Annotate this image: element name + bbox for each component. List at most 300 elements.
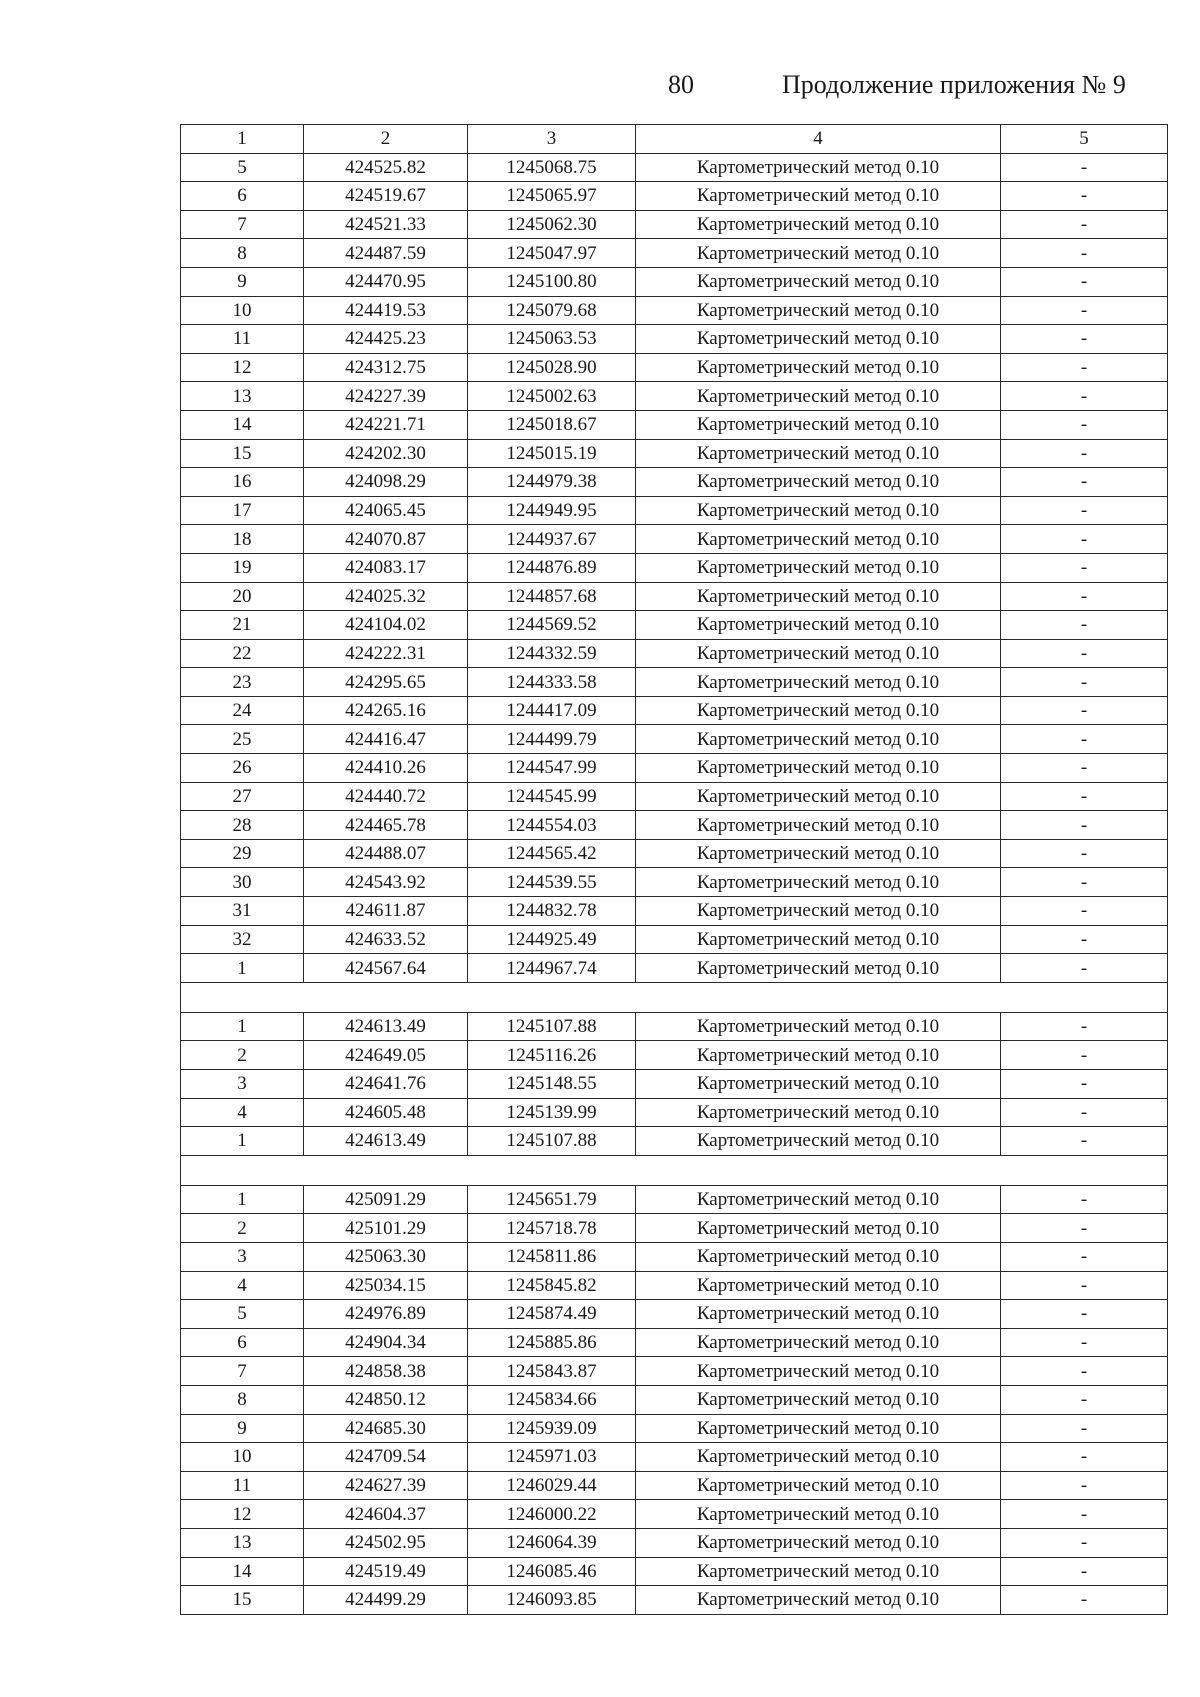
point-number-cell: 16 bbox=[181, 468, 304, 497]
point-number-cell: 7 bbox=[181, 1357, 304, 1386]
table-row bbox=[181, 582, 1168, 611]
x-coordinate-cell: 424649.05 bbox=[304, 1041, 468, 1070]
y-coordinate-cell: 1245100.80 bbox=[468, 267, 636, 296]
y-coordinate-cell: 1245718.78 bbox=[468, 1214, 636, 1243]
table-row bbox=[181, 496, 1168, 525]
method-cell: Картометрический метод 0.10 bbox=[636, 239, 1001, 268]
note-cell: - bbox=[1001, 296, 1168, 325]
y-coordinate-cell: 1244925.49 bbox=[468, 925, 636, 954]
note-cell: - bbox=[1001, 754, 1168, 783]
method-cell: Картометрический метод 0.10 bbox=[636, 1041, 1001, 1070]
note-cell: - bbox=[1001, 1328, 1168, 1357]
x-coordinate-cell: 424543.92 bbox=[304, 868, 468, 897]
table-row bbox=[181, 1443, 1168, 1472]
method-cell: Картометрический метод 0.10 bbox=[636, 439, 1001, 468]
note-cell: - bbox=[1001, 210, 1168, 239]
y-coordinate-cell: 1245068.75 bbox=[468, 153, 636, 182]
note-cell: - bbox=[1001, 668, 1168, 697]
y-coordinate-cell: 1244499.79 bbox=[468, 725, 636, 754]
point-number-cell: 7 bbox=[181, 210, 304, 239]
point-number-cell: 21 bbox=[181, 611, 304, 640]
table-row bbox=[181, 611, 1168, 640]
method-cell: Картометрический метод 0.10 bbox=[636, 1012, 1001, 1041]
column-header: 2 bbox=[304, 125, 468, 154]
method-cell: Картометрический метод 0.10 bbox=[636, 1471, 1001, 1500]
x-coordinate-cell: 424613.49 bbox=[304, 1012, 468, 1041]
x-coordinate-cell: 424976.89 bbox=[304, 1300, 468, 1329]
y-coordinate-cell: 1245939.09 bbox=[468, 1414, 636, 1443]
y-coordinate-cell: 1244857.68 bbox=[468, 582, 636, 611]
table-row bbox=[181, 1271, 1168, 1300]
note-cell: - bbox=[1001, 1012, 1168, 1041]
x-coordinate-cell: 424227.39 bbox=[304, 382, 468, 411]
table-row bbox=[181, 210, 1168, 239]
y-coordinate-cell: 1246064.39 bbox=[468, 1528, 636, 1557]
method-cell: Картометрический метод 0.10 bbox=[636, 410, 1001, 439]
note-cell: - bbox=[1001, 811, 1168, 840]
note-cell: - bbox=[1001, 496, 1168, 525]
y-coordinate-cell: 1245107.88 bbox=[468, 1127, 636, 1156]
point-number-cell: 4 bbox=[181, 1098, 304, 1127]
note-cell: - bbox=[1001, 1300, 1168, 1329]
note-cell: - bbox=[1001, 839, 1168, 868]
table-row bbox=[181, 382, 1168, 411]
point-number-cell: 12 bbox=[181, 1500, 304, 1529]
table-row bbox=[181, 1214, 1168, 1243]
method-cell: Картометрический метод 0.10 bbox=[636, 1185, 1001, 1214]
x-coordinate-cell: 424425.23 bbox=[304, 325, 468, 354]
note-cell: - bbox=[1001, 1528, 1168, 1557]
note-cell: - bbox=[1001, 1357, 1168, 1386]
table-row bbox=[181, 239, 1168, 268]
x-coordinate-cell: 424499.29 bbox=[304, 1586, 468, 1615]
note-cell: - bbox=[1001, 182, 1168, 211]
table-row bbox=[181, 668, 1168, 697]
point-number-cell: 22 bbox=[181, 639, 304, 668]
y-coordinate-cell: 1244949.95 bbox=[468, 496, 636, 525]
method-cell: Картометрический метод 0.10 bbox=[636, 839, 1001, 868]
method-cell: Картометрический метод 0.10 bbox=[636, 754, 1001, 783]
method-cell: Картометрический метод 0.10 bbox=[636, 725, 1001, 754]
note-cell: - bbox=[1001, 410, 1168, 439]
y-coordinate-cell: 1245651.79 bbox=[468, 1185, 636, 1214]
method-cell: Картометрический метод 0.10 bbox=[636, 1357, 1001, 1386]
x-coordinate-cell: 424858.38 bbox=[304, 1357, 468, 1386]
point-number-cell: 13 bbox=[181, 1528, 304, 1557]
x-coordinate-cell: 424416.47 bbox=[304, 725, 468, 754]
y-coordinate-cell: 1245148.55 bbox=[468, 1070, 636, 1099]
note-cell: - bbox=[1001, 1185, 1168, 1214]
method-cell: Картометрический метод 0.10 bbox=[636, 639, 1001, 668]
table-row bbox=[181, 153, 1168, 182]
point-number-cell: 8 bbox=[181, 1385, 304, 1414]
table-row bbox=[181, 725, 1168, 754]
y-coordinate-cell: 1244417.09 bbox=[468, 696, 636, 725]
note-cell: - bbox=[1001, 782, 1168, 811]
table-body bbox=[181, 153, 1168, 1614]
x-coordinate-cell: 424465.78 bbox=[304, 811, 468, 840]
method-cell: Картометрический метод 0.10 bbox=[636, 210, 1001, 239]
x-coordinate-cell: 424567.64 bbox=[304, 954, 468, 983]
table-row bbox=[181, 325, 1168, 354]
y-coordinate-cell: 1244539.55 bbox=[468, 868, 636, 897]
table-row bbox=[181, 1070, 1168, 1099]
method-cell: Картометрический метод 0.10 bbox=[636, 382, 1001, 411]
note-cell: - bbox=[1001, 1070, 1168, 1099]
note-cell: - bbox=[1001, 553, 1168, 582]
group-separator-row bbox=[181, 1155, 1168, 1185]
method-cell: Картометрический метод 0.10 bbox=[636, 1300, 1001, 1329]
table-row bbox=[181, 954, 1168, 983]
method-cell: Картометрический метод 0.10 bbox=[636, 1528, 1001, 1557]
x-coordinate-cell: 424904.34 bbox=[304, 1328, 468, 1357]
y-coordinate-cell: 1245028.90 bbox=[468, 353, 636, 382]
note-cell: - bbox=[1001, 439, 1168, 468]
x-coordinate-cell: 424083.17 bbox=[304, 553, 468, 582]
note-cell: - bbox=[1001, 1586, 1168, 1615]
method-cell: Картометрический метод 0.10 bbox=[636, 496, 1001, 525]
table-row bbox=[181, 1041, 1168, 1070]
method-cell: Картометрический метод 0.10 bbox=[636, 1586, 1001, 1615]
method-cell: Картометрический метод 0.10 bbox=[636, 1443, 1001, 1472]
point-number-cell: 14 bbox=[181, 410, 304, 439]
x-coordinate-cell: 424685.30 bbox=[304, 1414, 468, 1443]
point-number-cell: 32 bbox=[181, 925, 304, 954]
point-number-cell: 1 bbox=[181, 1185, 304, 1214]
note-cell: - bbox=[1001, 725, 1168, 754]
note-cell: - bbox=[1001, 525, 1168, 554]
note-cell: - bbox=[1001, 696, 1168, 725]
x-coordinate-cell: 424202.30 bbox=[304, 439, 468, 468]
x-coordinate-cell: 424470.95 bbox=[304, 267, 468, 296]
x-coordinate-cell: 424070.87 bbox=[304, 525, 468, 554]
column-header: 5 bbox=[1001, 125, 1168, 154]
table-row bbox=[181, 410, 1168, 439]
table-row bbox=[181, 1385, 1168, 1414]
x-coordinate-cell: 424221.71 bbox=[304, 410, 468, 439]
x-coordinate-cell: 425034.15 bbox=[304, 1271, 468, 1300]
y-coordinate-cell: 1245079.68 bbox=[468, 296, 636, 325]
x-coordinate-cell: 424065.45 bbox=[304, 496, 468, 525]
table-row bbox=[181, 839, 1168, 868]
point-number-cell: 30 bbox=[181, 868, 304, 897]
y-coordinate-cell: 1245107.88 bbox=[468, 1012, 636, 1041]
y-coordinate-cell: 1245834.66 bbox=[468, 1385, 636, 1414]
note-cell: - bbox=[1001, 1500, 1168, 1529]
y-coordinate-cell: 1245047.97 bbox=[468, 239, 636, 268]
point-number-cell: 5 bbox=[181, 153, 304, 182]
note-cell: - bbox=[1001, 868, 1168, 897]
method-cell: Картометрический метод 0.10 bbox=[636, 1557, 1001, 1586]
method-cell: Картометрический метод 0.10 bbox=[636, 897, 1001, 926]
y-coordinate-cell: 1244332.59 bbox=[468, 639, 636, 668]
x-coordinate-cell: 424025.32 bbox=[304, 582, 468, 611]
y-coordinate-cell: 1246093.85 bbox=[468, 1586, 636, 1615]
point-number-cell: 31 bbox=[181, 897, 304, 926]
point-number-cell: 20 bbox=[181, 582, 304, 611]
note-cell: - bbox=[1001, 611, 1168, 640]
x-coordinate-cell: 424488.07 bbox=[304, 839, 468, 868]
y-coordinate-cell: 1245885.86 bbox=[468, 1328, 636, 1357]
method-cell: Картометрический метод 0.10 bbox=[636, 668, 1001, 697]
note-cell: - bbox=[1001, 925, 1168, 954]
note-cell: - bbox=[1001, 639, 1168, 668]
table-row bbox=[181, 1328, 1168, 1357]
table-row bbox=[181, 1557, 1168, 1586]
table-row bbox=[181, 1185, 1168, 1214]
method-cell: Картометрический метод 0.10 bbox=[636, 582, 1001, 611]
point-number-cell: 10 bbox=[181, 296, 304, 325]
method-cell: Картометрический метод 0.10 bbox=[636, 153, 1001, 182]
table-row bbox=[181, 1242, 1168, 1271]
x-coordinate-cell: 424613.49 bbox=[304, 1127, 468, 1156]
x-coordinate-cell: 424487.59 bbox=[304, 239, 468, 268]
point-number-cell: 28 bbox=[181, 811, 304, 840]
x-coordinate-cell: 424605.48 bbox=[304, 1098, 468, 1127]
method-cell: Картометрический метод 0.10 bbox=[636, 1385, 1001, 1414]
point-number-cell: 1 bbox=[181, 954, 304, 983]
note-cell: - bbox=[1001, 582, 1168, 611]
method-cell: Картометрический метод 0.10 bbox=[636, 353, 1001, 382]
note-cell: - bbox=[1001, 1414, 1168, 1443]
point-number-cell: 2 bbox=[181, 1041, 304, 1070]
method-cell: Картометрический метод 0.10 bbox=[636, 1500, 1001, 1529]
x-coordinate-cell: 424850.12 bbox=[304, 1385, 468, 1414]
table-row bbox=[181, 1528, 1168, 1557]
y-coordinate-cell: 1245065.97 bbox=[468, 182, 636, 211]
point-number-cell: 5 bbox=[181, 1300, 304, 1329]
column-header: 4 bbox=[636, 125, 1001, 154]
y-coordinate-cell: 1245018.67 bbox=[468, 410, 636, 439]
point-number-cell: 23 bbox=[181, 668, 304, 697]
table-row bbox=[181, 296, 1168, 325]
y-coordinate-cell: 1245139.99 bbox=[468, 1098, 636, 1127]
x-coordinate-cell: 424104.02 bbox=[304, 611, 468, 640]
table-row bbox=[181, 925, 1168, 954]
y-coordinate-cell: 1246000.22 bbox=[468, 1500, 636, 1529]
note-cell: - bbox=[1001, 468, 1168, 497]
point-number-cell: 18 bbox=[181, 525, 304, 554]
method-cell: Картометрический метод 0.10 bbox=[636, 868, 1001, 897]
table-row bbox=[181, 353, 1168, 382]
note-cell: - bbox=[1001, 325, 1168, 354]
point-number-cell: 6 bbox=[181, 1328, 304, 1357]
note-cell: - bbox=[1001, 897, 1168, 926]
method-cell: Картометрический метод 0.10 bbox=[636, 325, 1001, 354]
method-cell: Картометрический метод 0.10 bbox=[636, 1214, 1001, 1243]
table-row bbox=[181, 868, 1168, 897]
x-coordinate-cell: 424295.65 bbox=[304, 668, 468, 697]
x-coordinate-cell: 424519.67 bbox=[304, 182, 468, 211]
method-cell: Картометрический метод 0.10 bbox=[636, 267, 1001, 296]
note-cell: - bbox=[1001, 1214, 1168, 1243]
y-coordinate-cell: 1246085.46 bbox=[468, 1557, 636, 1586]
point-number-cell: 1 bbox=[181, 1012, 304, 1041]
point-number-cell: 24 bbox=[181, 696, 304, 725]
method-cell: Картометрический метод 0.10 bbox=[636, 1271, 1001, 1300]
method-cell: Картометрический метод 0.10 bbox=[636, 296, 1001, 325]
point-number-cell: 1 bbox=[181, 1127, 304, 1156]
y-coordinate-cell: 1245015.19 bbox=[468, 439, 636, 468]
y-coordinate-cell: 1246029.44 bbox=[468, 1471, 636, 1500]
y-coordinate-cell: 1244545.99 bbox=[468, 782, 636, 811]
coordinates-table bbox=[180, 124, 1168, 1615]
table-row bbox=[181, 553, 1168, 582]
y-coordinate-cell: 1244565.42 bbox=[468, 839, 636, 868]
method-cell: Картометрический метод 0.10 bbox=[636, 182, 1001, 211]
x-coordinate-cell: 424502.95 bbox=[304, 1528, 468, 1557]
column-header: 3 bbox=[468, 125, 636, 154]
separator-cell bbox=[181, 982, 1168, 1012]
point-number-cell: 17 bbox=[181, 496, 304, 525]
y-coordinate-cell: 1245063.53 bbox=[468, 325, 636, 354]
note-cell: - bbox=[1001, 353, 1168, 382]
point-number-cell: 19 bbox=[181, 553, 304, 582]
point-number-cell: 15 bbox=[181, 1586, 304, 1615]
point-number-cell: 9 bbox=[181, 1414, 304, 1443]
y-coordinate-cell: 1244967.74 bbox=[468, 954, 636, 983]
point-number-cell: 10 bbox=[181, 1443, 304, 1472]
x-coordinate-cell: 425091.29 bbox=[304, 1185, 468, 1214]
y-coordinate-cell: 1245843.87 bbox=[468, 1357, 636, 1386]
table-row bbox=[181, 639, 1168, 668]
point-number-cell: 12 bbox=[181, 353, 304, 382]
method-cell: Картометрический метод 0.10 bbox=[636, 811, 1001, 840]
x-coordinate-cell: 424222.31 bbox=[304, 639, 468, 668]
y-coordinate-cell: 1244832.78 bbox=[468, 897, 636, 926]
x-coordinate-cell: 424098.29 bbox=[304, 468, 468, 497]
note-cell: - bbox=[1001, 153, 1168, 182]
x-coordinate-cell: 424641.76 bbox=[304, 1070, 468, 1099]
method-cell: Картометрический метод 0.10 bbox=[636, 611, 1001, 640]
point-number-cell: 25 bbox=[181, 725, 304, 754]
point-number-cell: 4 bbox=[181, 1271, 304, 1300]
note-cell: - bbox=[1001, 954, 1168, 983]
method-cell: Картометрический метод 0.10 bbox=[636, 1127, 1001, 1156]
y-coordinate-cell: 1244876.89 bbox=[468, 553, 636, 582]
note-cell: - bbox=[1001, 1271, 1168, 1300]
method-cell: Картометрический метод 0.10 bbox=[636, 1242, 1001, 1271]
table-row bbox=[181, 1586, 1168, 1615]
x-coordinate-cell: 424633.52 bbox=[304, 925, 468, 954]
table-row bbox=[181, 439, 1168, 468]
method-cell: Картометрический метод 0.10 bbox=[636, 525, 1001, 554]
point-number-cell: 3 bbox=[181, 1242, 304, 1271]
table-row bbox=[181, 1414, 1168, 1443]
note-cell: - bbox=[1001, 382, 1168, 411]
point-number-cell: 2 bbox=[181, 1214, 304, 1243]
separator-cell bbox=[181, 1155, 1168, 1185]
note-cell: - bbox=[1001, 1471, 1168, 1500]
x-coordinate-cell: 424312.75 bbox=[304, 353, 468, 382]
column-header: 1 bbox=[181, 125, 304, 154]
method-cell: Картометрический метод 0.10 bbox=[636, 954, 1001, 983]
note-cell: - bbox=[1001, 1041, 1168, 1070]
table-row bbox=[181, 525, 1168, 554]
method-cell: Картометрический метод 0.10 bbox=[636, 925, 1001, 954]
note-cell: - bbox=[1001, 1557, 1168, 1586]
point-number-cell: 29 bbox=[181, 839, 304, 868]
y-coordinate-cell: 1245811.86 bbox=[468, 1242, 636, 1271]
method-cell: Картометрический метод 0.10 bbox=[636, 1414, 1001, 1443]
point-number-cell: 14 bbox=[181, 1557, 304, 1586]
table-row bbox=[181, 696, 1168, 725]
method-cell: Картометрический метод 0.10 bbox=[636, 1070, 1001, 1099]
method-cell: Картометрический метод 0.10 bbox=[636, 553, 1001, 582]
point-number-cell: 3 bbox=[181, 1070, 304, 1099]
method-cell: Картометрический метод 0.10 bbox=[636, 696, 1001, 725]
note-cell: - bbox=[1001, 1098, 1168, 1127]
note-cell: - bbox=[1001, 1242, 1168, 1271]
y-coordinate-cell: 1244554.03 bbox=[468, 811, 636, 840]
x-coordinate-cell: 425063.30 bbox=[304, 1242, 468, 1271]
method-cell: Картометрический метод 0.10 bbox=[636, 1328, 1001, 1357]
table-row bbox=[181, 1500, 1168, 1529]
x-coordinate-cell: 424410.26 bbox=[304, 754, 468, 783]
point-number-cell: 8 bbox=[181, 239, 304, 268]
x-coordinate-cell: 424519.49 bbox=[304, 1557, 468, 1586]
table-row bbox=[181, 1098, 1168, 1127]
point-number-cell: 11 bbox=[181, 1471, 304, 1500]
method-cell: Картометрический метод 0.10 bbox=[636, 468, 1001, 497]
x-coordinate-cell: 424521.33 bbox=[304, 210, 468, 239]
y-coordinate-cell: 1244547.99 bbox=[468, 754, 636, 783]
method-cell: Картометрический метод 0.10 bbox=[636, 1098, 1001, 1127]
y-coordinate-cell: 1245971.03 bbox=[468, 1443, 636, 1472]
note-cell: - bbox=[1001, 1127, 1168, 1156]
note-cell: - bbox=[1001, 1443, 1168, 1472]
point-number-cell: 13 bbox=[181, 382, 304, 411]
table-row bbox=[181, 1357, 1168, 1386]
y-coordinate-cell: 1244979.38 bbox=[468, 468, 636, 497]
point-number-cell: 6 bbox=[181, 182, 304, 211]
y-coordinate-cell: 1245002.63 bbox=[468, 382, 636, 411]
y-coordinate-cell: 1245062.30 bbox=[468, 210, 636, 239]
table-row bbox=[181, 754, 1168, 783]
table-row bbox=[181, 182, 1168, 211]
table-row bbox=[181, 782, 1168, 811]
page-caption: Продолжение приложения № 9 bbox=[782, 70, 1126, 99]
x-coordinate-cell: 424611.87 bbox=[304, 897, 468, 926]
table-row bbox=[181, 1471, 1168, 1500]
method-cell: Картометрический метод 0.10 bbox=[636, 782, 1001, 811]
x-coordinate-cell: 424604.37 bbox=[304, 1500, 468, 1529]
table-row bbox=[181, 811, 1168, 840]
table-row bbox=[181, 267, 1168, 296]
group-separator-row bbox=[181, 982, 1168, 1012]
point-number-cell: 27 bbox=[181, 782, 304, 811]
note-cell: - bbox=[1001, 1385, 1168, 1414]
x-coordinate-cell: 425101.29 bbox=[304, 1214, 468, 1243]
table-row bbox=[181, 1300, 1168, 1329]
table-row bbox=[181, 1127, 1168, 1156]
y-coordinate-cell: 1244937.67 bbox=[468, 525, 636, 554]
y-coordinate-cell: 1244333.58 bbox=[468, 668, 636, 697]
x-coordinate-cell: 424440.72 bbox=[304, 782, 468, 811]
table-row bbox=[181, 468, 1168, 497]
note-cell: - bbox=[1001, 239, 1168, 268]
point-number-cell: 26 bbox=[181, 754, 304, 783]
point-number-cell: 11 bbox=[181, 325, 304, 354]
y-coordinate-cell: 1245874.49 bbox=[468, 1300, 636, 1329]
x-coordinate-cell: 424265.16 bbox=[304, 696, 468, 725]
x-coordinate-cell: 424525.82 bbox=[304, 153, 468, 182]
x-coordinate-cell: 424419.53 bbox=[304, 296, 468, 325]
x-coordinate-cell: 424709.54 bbox=[304, 1443, 468, 1472]
y-coordinate-cell: 1245845.82 bbox=[468, 1271, 636, 1300]
point-number-cell: 15 bbox=[181, 439, 304, 468]
table-row bbox=[181, 897, 1168, 926]
